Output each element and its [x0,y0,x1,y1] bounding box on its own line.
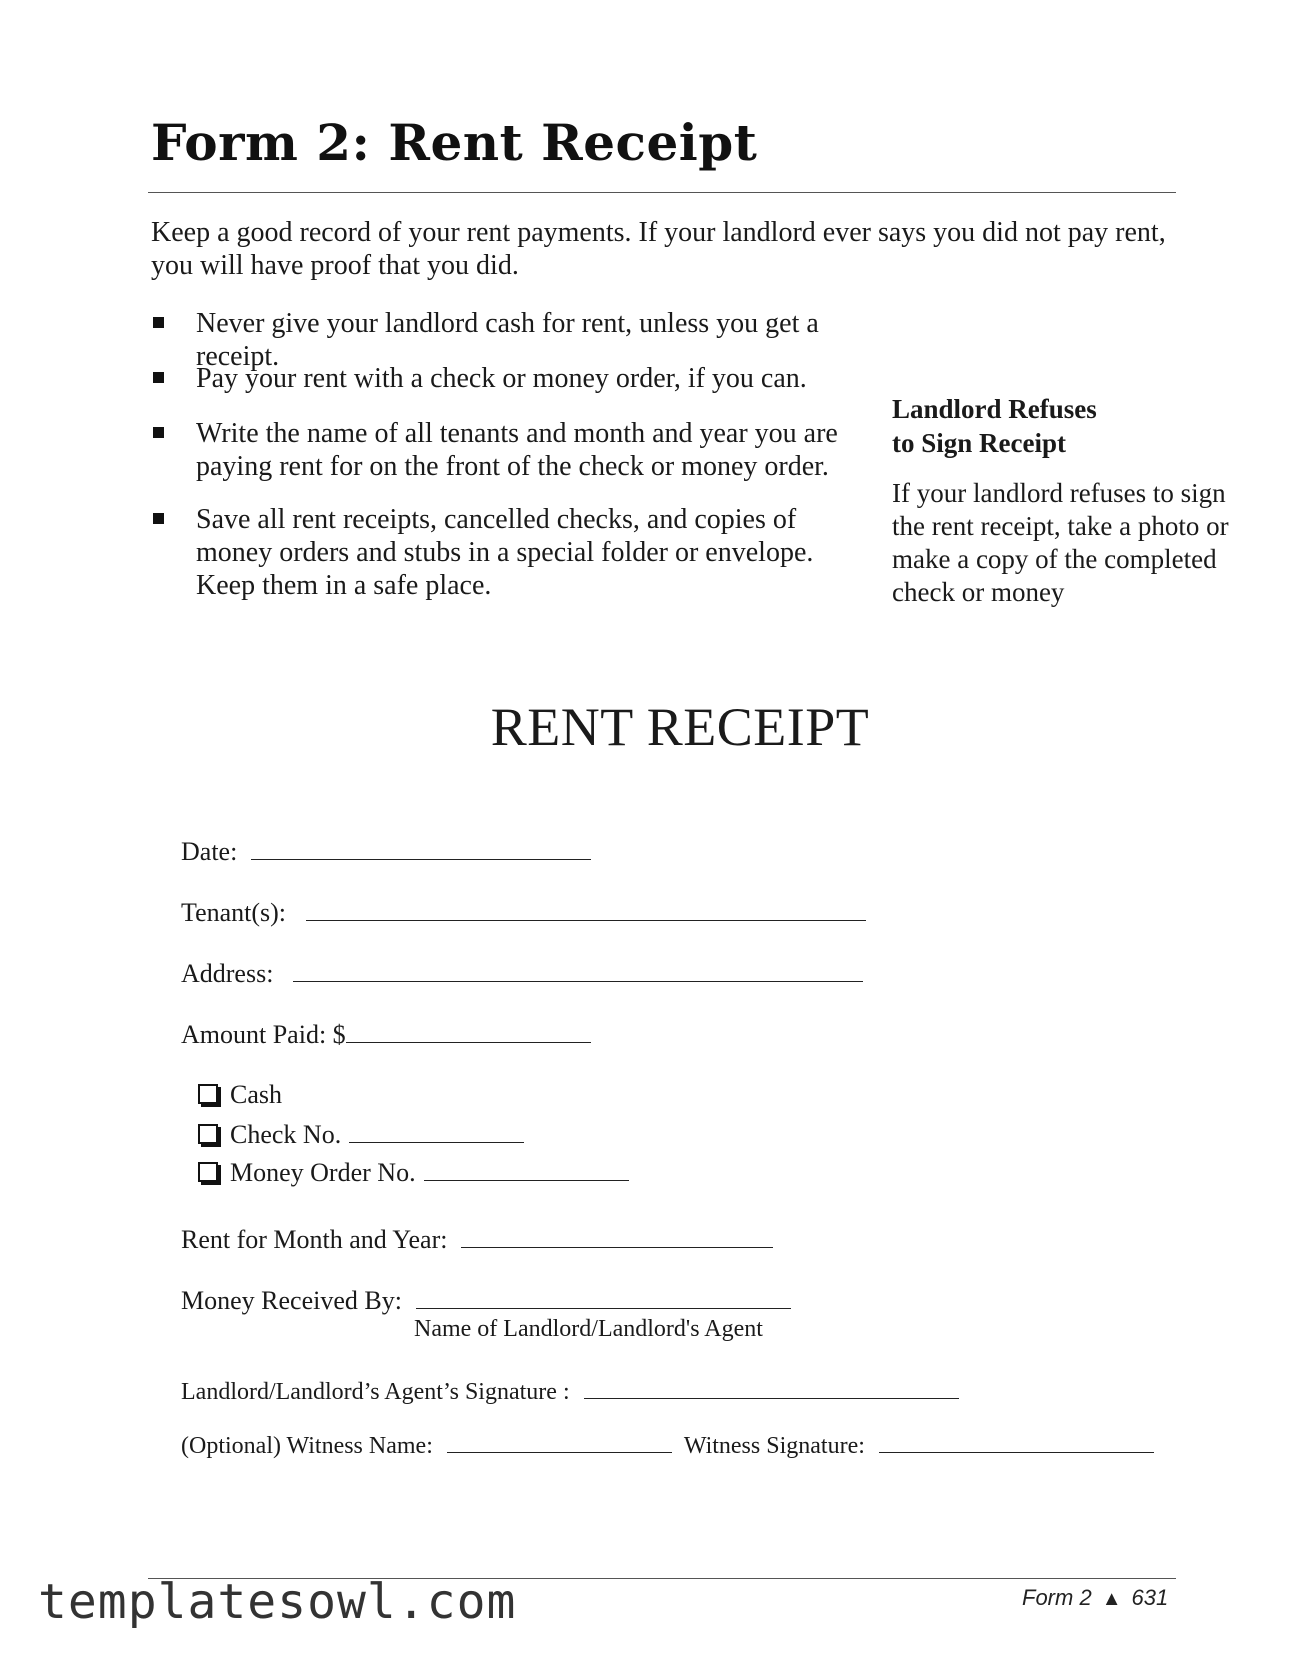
sidebar-body: If your landlord refuses to sign the rent receipt, take a photo or make a copy of the completed check or money [892,478,1229,607]
payment-option-label: Money Order No. [230,1158,416,1187]
checkbox-icon[interactable] [198,1162,218,1182]
sidebar-heading-line1: Landlord Refuses [892,394,1097,424]
bullet-square-icon [153,372,164,383]
month-year-field[interactable] [461,1223,773,1248]
received-by-field[interactable] [416,1284,791,1309]
payment-option-money-order[interactable] [198,1156,629,1188]
signature-field[interactable] [584,1374,959,1399]
payment-option-label: Check No. [230,1120,342,1149]
witness-signature-label: Witness Signature: [683,1433,865,1459]
witness-name-label: (Optional) Witness Name: [181,1433,433,1459]
received-by-row [181,1284,791,1316]
title-divider [148,192,1176,193]
page-number: 631 [1131,1585,1169,1610]
sidebar-heading [892,392,1232,460]
bullet-square-icon [153,317,164,328]
address-label: Address: [181,959,274,988]
payment-option-cash[interactable] [198,1080,282,1110]
payment-option-label: Cash [230,1080,282,1109]
amount-label: Amount Paid: $ [181,1020,346,1049]
receipt-title: RENT RECEIPT [490,697,870,757]
address-row [181,957,863,989]
page-title: Form 2: Rent Receipt [151,113,758,172]
date-row [181,835,591,867]
amount-row [181,1018,591,1050]
amount-field[interactable] [346,1018,591,1043]
signature-row [181,1374,959,1407]
bullet-text: Pay your rent with a check or money order, if you can. [196,363,807,394]
witness-row [181,1428,1154,1461]
month-year-label: Rent for Month and Year: [181,1225,448,1254]
bullet-square-icon [153,427,164,438]
month-year-row [181,1223,773,1255]
witness-signature-field[interactable] [879,1428,1154,1453]
bullet-text: Never give your landlord cash for rent, unless you get a receipt. [196,308,819,372]
date-label: Date: [181,837,238,866]
address-field[interactable] [293,957,863,982]
tenants-label: Tenant(s): [181,898,287,927]
tenants-row [181,896,866,928]
date-field[interactable] [251,835,591,860]
check-number-field[interactable] [349,1118,524,1143]
checkbox-icon[interactable] [198,1084,218,1104]
signature-label: Landlord/Landlord’s Agent’s Signature : [181,1379,570,1405]
watermark: templatesowl.com [38,1574,517,1630]
footer-form-label: Form 2 [1022,1585,1092,1610]
bullet-square-icon [153,513,164,524]
received-by-label: Money Received By: [181,1286,402,1315]
triangle-icon: ▲ [1101,1588,1122,1610]
witness-name-field[interactable] [447,1428,672,1453]
checkbox-icon[interactable] [198,1124,218,1144]
tenants-field[interactable] [306,896,866,921]
money-order-number-field[interactable] [424,1156,629,1181]
page-footer [1022,1585,1168,1611]
received-by-sublabel: Name of Landlord/Landlord's Agent [414,1316,763,1342]
bullet-text: Save all rent receipts, cancelled checks, and copies of money orders and stubs in a special folder or envelope. Keep them in a safe place. [196,504,814,601]
payment-option-check[interactable] [198,1118,524,1150]
sidebar-heading-line2: to Sign Receipt [892,428,1066,458]
intro-paragraph: Keep a good record of your rent payments. If your landlord ever says you did not pay rent, you will have proof that you did. [151,217,1166,281]
bullet-text: Write the name of all tenants and month and year you are paying rent for on the front of the check or money order. [196,418,838,482]
